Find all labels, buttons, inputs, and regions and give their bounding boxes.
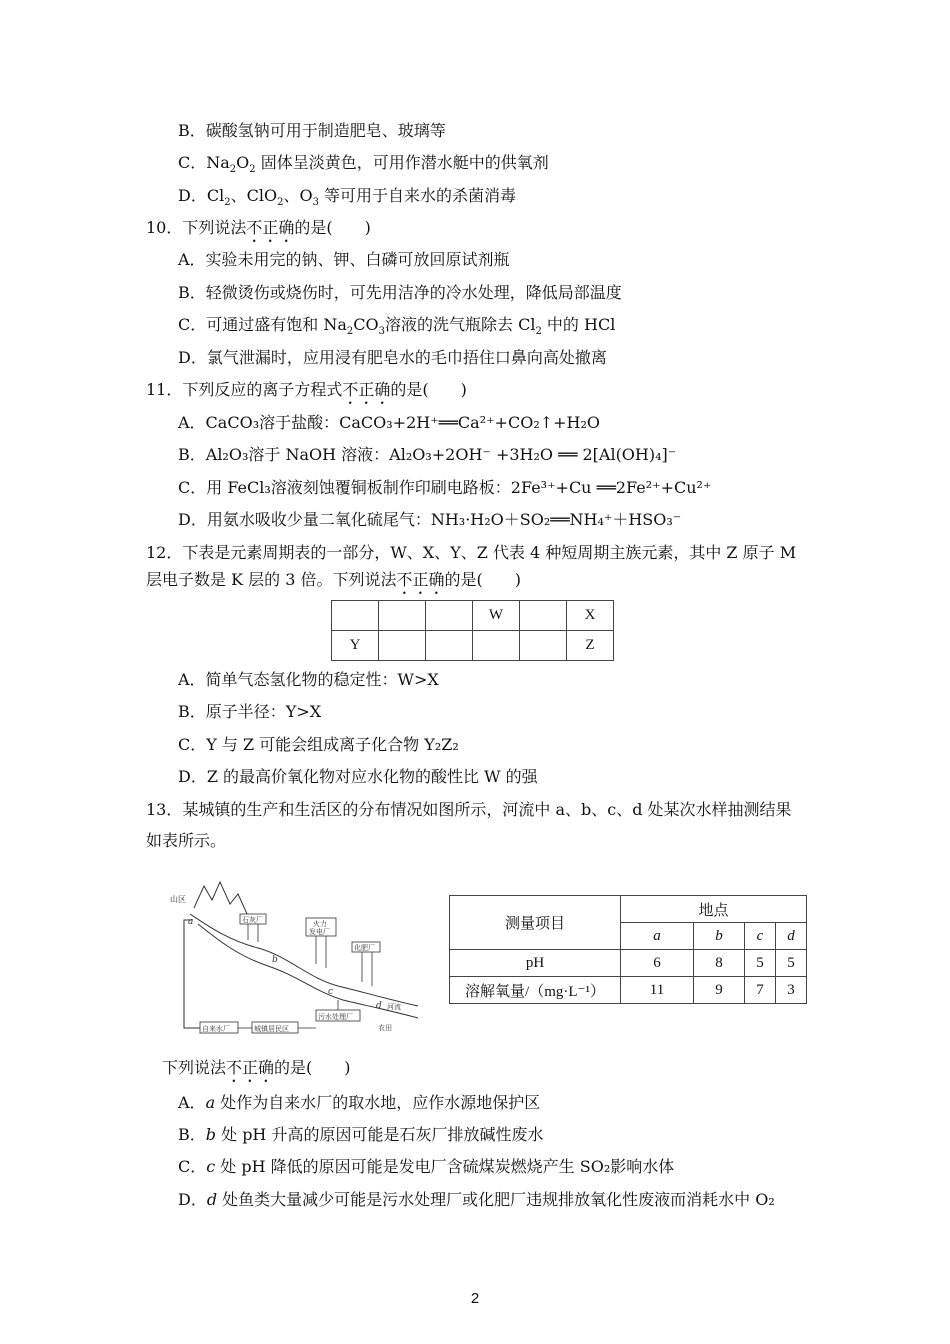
q10-option-b: B．轻微烫伤或烧伤时，可先用洁净的冷水处理，降低局部温度 [178, 283, 622, 302]
ptable-cell [520, 631, 567, 661]
q13-substem: 下列说法不正确的是( ) [162, 1058, 351, 1077]
q12-option-b: B．原子半径：Y>X [178, 702, 322, 721]
ptable-cell [379, 601, 426, 631]
q13-option-b: B．b 处 pH 升高的原因可能是石灰厂排放碱性废水 [178, 1125, 544, 1144]
site-header: a [621, 923, 694, 950]
ptable-cell: W [473, 601, 520, 631]
q13-option-a: A．a 处作为自来水厂的取水地，应作水源地保护区 [178, 1093, 541, 1112]
header-item: 测量项目 [450, 896, 621, 950]
q13-option-c: C．c 处 pH 降低的原因可能是发电厂含硫煤炭燃烧产生 SO₂影响水体 [178, 1157, 675, 1176]
q12-option-a: A．简单气态氢化物的稳定性：W>X [178, 670, 439, 689]
cell-value: 11 [621, 977, 694, 1004]
q11-option-b: B．Al₂O₃溶于 NaOH 溶液：Al₂O₃+2OH⁻ +3H₂O ══ 2[Al(OH)₄]⁻ [178, 445, 677, 464]
q11-stem: 11．下列反应的离子方程式不正确的是( ) [146, 380, 467, 399]
label-power-1: 火力 [313, 920, 327, 928]
q10-option-a: A．实验未用完的钠、钾、白磷可放回原试剂瓶 [178, 250, 510, 269]
ptable-cell [426, 631, 473, 661]
q10-option-d: D．氯气泄漏时，应用浸有肥皂水的毛巾捂住口鼻向高处撤离 [178, 348, 607, 367]
cell-value: 5 [745, 950, 776, 977]
point-d: d [376, 1001, 382, 1011]
header-site: 地点 [621, 896, 807, 923]
cell-value: 8 [694, 950, 745, 977]
ptable-cell: Y [332, 631, 379, 661]
river-bank-upper [190, 914, 418, 1006]
label-lime-plant: 石灰厂 [242, 916, 263, 924]
cell-value: 9 [694, 977, 745, 1004]
point-a: a [188, 917, 194, 927]
mountain-outline [194, 882, 248, 916]
ptable-cell: Z [567, 631, 614, 661]
label-fertilizer-plant: 化肥厂 [354, 944, 375, 952]
q12-option-c: C．Y 与 Z 可能会组成离子化合物 Y₂Z₂ [178, 735, 459, 754]
intake-pipe [184, 920, 200, 1028]
ptable-cell [473, 631, 520, 661]
site-header: d [776, 923, 807, 950]
q10-stem: 10．下列说法不正确的是( ) [146, 218, 371, 237]
q13-stem-line2: 如表所示。 [146, 831, 227, 850]
q9-option-c: C．$Na_2O_2$ 固体呈淡黄色，可用作潜水艇中的供氧剂 [178, 153, 549, 176]
label-mountain: 山区 [170, 895, 186, 904]
q12-stem-line1: 12．下表是元素周期表的一部分，W、X、Y、Z 代表 4 种短周期主族元素，其中 Z 原子 M [146, 543, 797, 562]
label-farmland: 农田 [378, 1024, 392, 1032]
row-label: 溶解氧量/（mg·L⁻¹） [450, 977, 621, 1004]
q10-option-c: C．可通过盛有饱和 $Na_2CO_3$溶液的洗气瓶除去 $Cl_2$ 中的 HCl [178, 315, 616, 338]
row-label: pH [450, 950, 621, 977]
q9-option-b: B．碳酸氢钠可用于制造肥皂、玻璃等 [178, 121, 446, 140]
periodic-table-fragment [331, 600, 614, 661]
q12-option-d: D．Z 的最高价氧化物对应水化物的酸性比 W 的强 [178, 767, 538, 786]
point-c: c [328, 987, 334, 997]
river-map-figure [168, 878, 430, 1038]
site-header: c [745, 923, 776, 950]
label-river: 河流 [387, 1003, 401, 1011]
label-sewage-plant: 污水处理厂 [318, 1013, 353, 1021]
ptable-cell: X [567, 601, 614, 631]
cell-value: 3 [776, 977, 807, 1004]
ptable-cell [332, 601, 379, 631]
ptable-cell [379, 631, 426, 661]
q11-option-a: A．CaCO₃溶于盐酸：CaCO₃+2H⁺══Ca²⁺+CO₂↑+H₂O [178, 413, 601, 432]
q13-option-d: D．d 处鱼类大量减少可能是污水处理厂或化肥厂违规排放氧化性废液而消耗水中 O₂ [178, 1190, 775, 1209]
point-b: b [272, 955, 278, 965]
label-power-2: 发电厂 [309, 928, 330, 936]
page-number: 2 [470, 1290, 480, 1307]
q13-stem-line1: 13．某城镇的生产和生活区的分布情况如图所示，河流中 a、b、c、d 处某次水样抽测结果 [146, 800, 792, 819]
q9-option-d: D．$Cl_2$、ClO$_2$、$O_3$ 等可用于自来水的杀菌消毒 [178, 186, 517, 209]
q11-option-d: D．用氨水吸收少量二氧化硫尾气：NH₃·H₂O＋SO₂══NH₄⁺＋HSO₃⁻ [178, 510, 682, 529]
site-header: b [694, 923, 745, 950]
water-sample-table [449, 895, 807, 1004]
ptable-cell [520, 601, 567, 631]
cell-value: 7 [745, 977, 776, 1004]
label-residential: 城镇居民区 [254, 1025, 289, 1033]
q12-stem-line2: 层电子数是 K 层的 3 倍。下列说法不正确的是( ) [146, 570, 521, 589]
cell-value: 5 [776, 950, 807, 977]
ptable-cell [426, 601, 473, 631]
label-waterworks: 自来水厂 [202, 1025, 230, 1033]
q11-option-c: C．用 FeCl₃溶液刻蚀覆铜板制作印刷电路板：2Fe³⁺+Cu ══2Fe²⁺+Cu²⁺ [178, 478, 712, 497]
cell-value: 6 [621, 950, 694, 977]
